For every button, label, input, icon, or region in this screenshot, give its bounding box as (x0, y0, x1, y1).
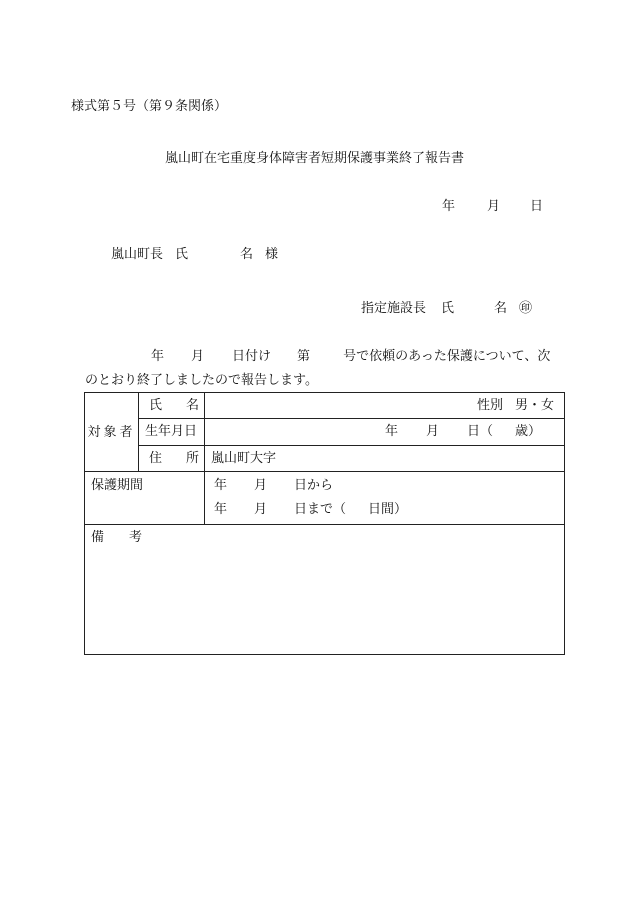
table-row-address (85, 446, 565, 472)
subject-label-cell (85, 393, 139, 472)
date-month: 月 (487, 199, 501, 214)
addressee-mei: 名 (240, 247, 254, 262)
table-row-dob (85, 419, 565, 446)
body-nen: 年 (151, 349, 165, 364)
subject-label: 対象者 (87, 424, 136, 440)
date-day: 日 (530, 199, 544, 214)
document-title: 嵐山町在宅重度身体障害者短期保護事業終了報告書 (165, 151, 465, 166)
dob-year: 年 (385, 424, 399, 439)
body-line-2: のとおり終了しましたので報告します。 (85, 373, 318, 388)
body-dai: 第 (297, 349, 311, 364)
dob-value-cell[interactable] (205, 419, 565, 446)
from-day: 日から (294, 478, 334, 493)
sender-shi: 氏 (441, 301, 455, 316)
sender-title: 指定施設長 (361, 301, 427, 316)
sex-options[interactable]: 男・女 (514, 398, 554, 413)
dob-day: 日（ (467, 424, 494, 439)
to-days: 日間） (368, 502, 408, 517)
dob-label: 生年月日 (145, 424, 198, 439)
date-year: 年 (442, 199, 456, 214)
addressee-shi: 氏 (175, 247, 189, 262)
address-value-cell[interactable] (205, 446, 565, 472)
period-to (214, 503, 407, 516)
dob-label-cell (139, 419, 205, 446)
to-day: 日まで（ (294, 502, 347, 517)
remarks-cell[interactable] (85, 525, 565, 655)
period-label-cell (85, 472, 205, 525)
remarks-label-a: 備 (91, 530, 105, 545)
to-month: 月 (254, 502, 268, 517)
addressee-mayor: 嵐山町長 (111, 247, 164, 262)
name-label-b: 名 (186, 398, 200, 413)
dob-field (385, 425, 541, 438)
name-value-cell[interactable] (205, 393, 565, 419)
sex-label: 性別 (476, 398, 503, 413)
to-year: 年 (214, 502, 228, 517)
period-from (214, 479, 333, 492)
date-line (442, 200, 543, 213)
address-label-cell (139, 446, 205, 472)
body-line1-rest: 号で依頼のあった保護について、次 (343, 349, 551, 364)
table-row-period (85, 472, 565, 525)
period-value-cell[interactable] (205, 472, 565, 525)
table-row-remarks (85, 525, 565, 655)
addressee-line (111, 248, 278, 261)
address-value: 嵐山町大字 (211, 451, 277, 466)
dob-month: 月 (426, 424, 440, 439)
address-label-a: 住 (149, 451, 163, 466)
remarks-label-b: 考 (129, 530, 143, 545)
sender-line (361, 302, 532, 315)
from-year: 年 (214, 478, 228, 493)
address-label-b: 所 (186, 451, 200, 466)
table-row-name (85, 393, 565, 419)
addressee-sama: 様 (265, 247, 279, 262)
name-label-a: 氏 (149, 398, 163, 413)
seal-mark: ㊞ (519, 301, 533, 316)
sex-field (477, 399, 554, 412)
dob-age: 歳） (515, 424, 542, 439)
form-number: 様式第５号（第９条関係） (71, 99, 228, 114)
body-gatsu: 月 (191, 349, 205, 364)
body-line-1 (151, 350, 550, 363)
sender-mei: 名 (494, 301, 508, 316)
report-table (84, 392, 565, 655)
period-label: 保護期間 (91, 478, 144, 493)
from-month: 月 (254, 478, 268, 493)
name-label-cell (139, 393, 205, 419)
body-hizuke: 日付け (232, 349, 272, 364)
